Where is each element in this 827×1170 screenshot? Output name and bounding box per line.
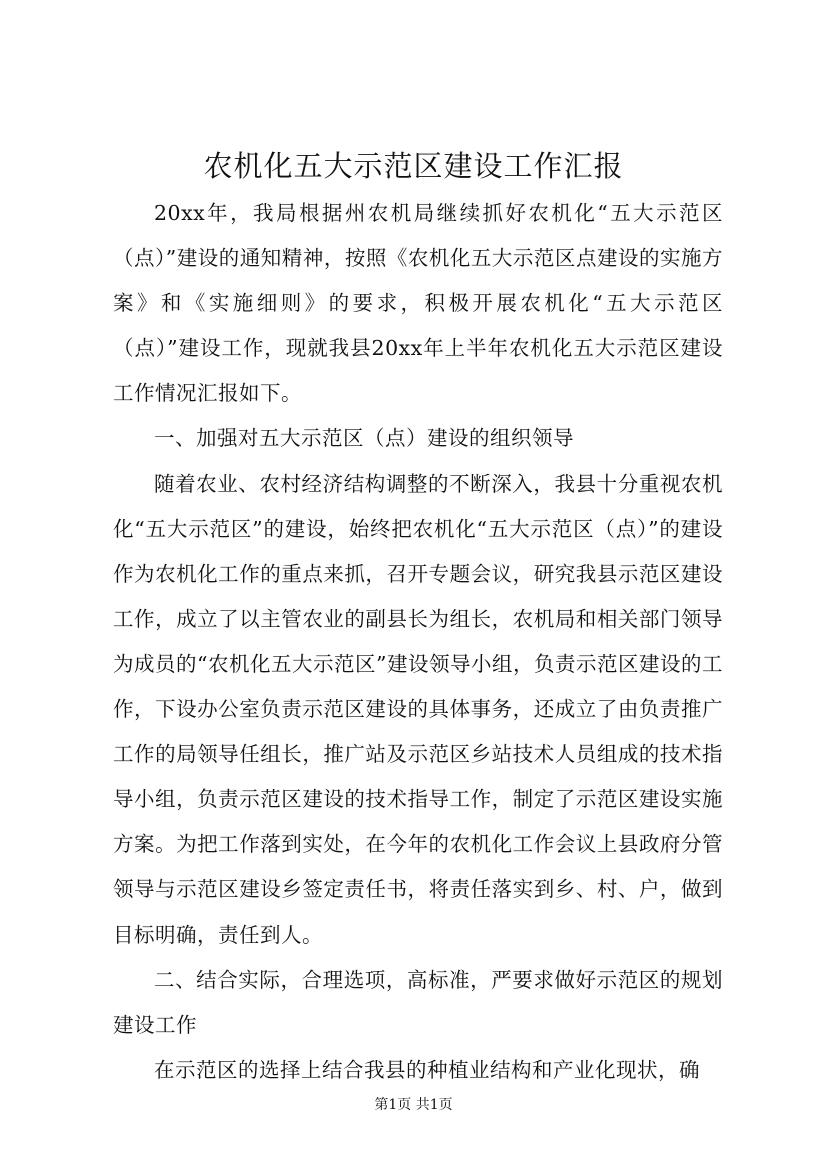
- paragraph-organization: 随着农业、农村经济结构调整的不断深入，我县十分重视农机化“五大示范区”的建设，始终把农机化“五大示范区（点）”的建设作为农机化工作的重点来抓，召开专题会议，研究我县示范区建设工作，成立了以主管农业的副县长为组长，农机局和相关部门领导为成员的“农机化五大示范区”建设领导小组，负责示范区建设的工作，下设办公室负责示范区建设的具体事务，还成立了由负责推广工作的局领导任组长，推广站及示范区乡站技术人员组成的技术指导小组，负责示范区建设的技术指导工作，制定了示范区建设实施方案。为把工作落到实处，在今年的农机化工作会议上县政府分管领导与示范区建设乡签定责任书，将责任落实到乡、村、户，做到目标明确，责任到人。: [113, 471, 723, 947]
- page-footer: 第1页 共1页: [374, 1097, 453, 1113]
- document-title: 农机化五大示范区建设工作汇报: [203, 149, 624, 183]
- document-body: [113, 191, 723, 1093]
- paragraph-site-selection: 在示范区的选择上结合我县的种植业结构和产业化现状，确: [154, 1057, 700, 1082]
- section-heading-1: 一、加强对五大示范区（点）建设的组织领导: [154, 426, 574, 451]
- section-heading-2: 二、结合实际，合理选项，高标准，严要求做好示范区的规划建设工作: [113, 967, 723, 1037]
- paragraph-intro: 20xx年，我局根据州农机局继续抓好农机化“五大示范区（点）”建设的通知精神，按照《农机化五大示范区点建设的实施方案》和《实施细则》的要求，积极开展农机化“五大示范区（点）”建设工作，现就我县20xx年上半年农机化五大示范区建设工作情况汇报如下。: [113, 201, 723, 406]
